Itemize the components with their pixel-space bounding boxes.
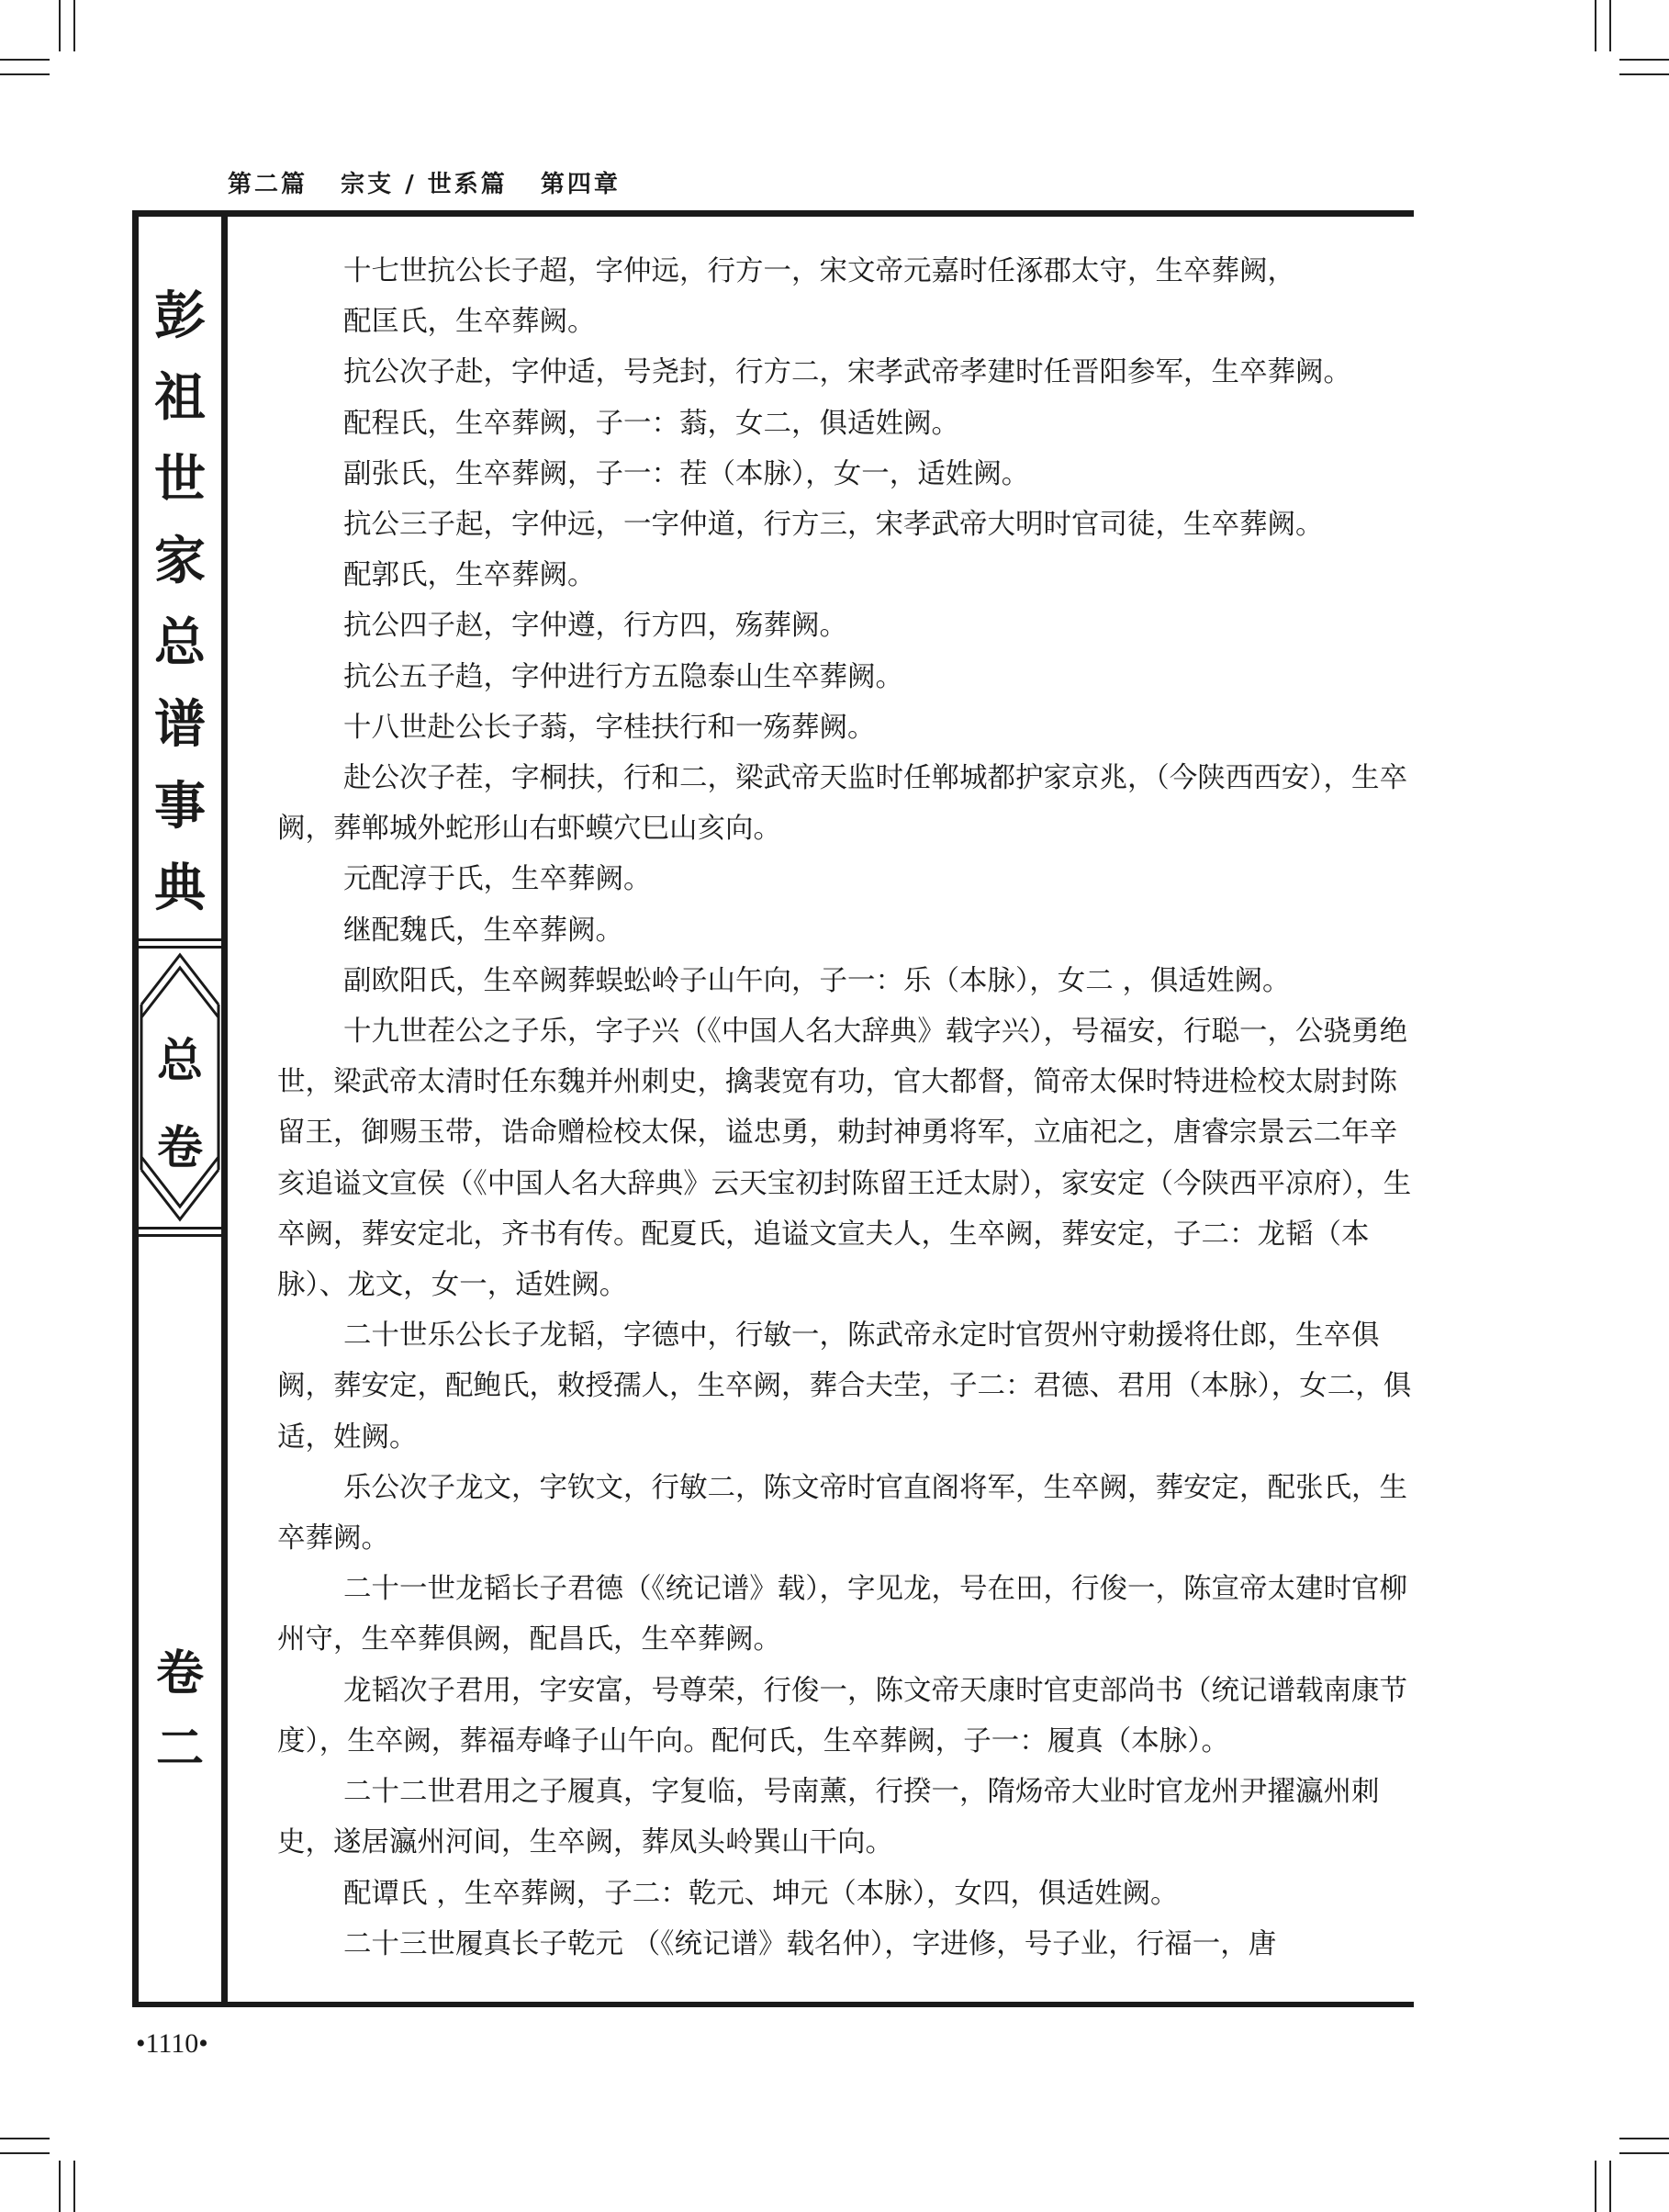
paragraph: 二十一世龙韬长子君德（《统记谱》载），字见龙，号在田，行俊一，陈宣帝太建时官柳州守，生卒葬俱阙，配昌氏，生卒葬阙。 [277, 1573, 1407, 1656]
paragraph: 乐公次子龙文，字钦文，行敏二，陈文帝时官直阁将军，生卒阙，葬安定，配张氏，生卒葬阙。 [277, 1471, 1407, 1555]
paragraph: 元配淳于氏，生卒葬阙。 [343, 863, 652, 896]
paragraph: 赴公次子茬，字桐扶，行和二，梁武帝天监时任郸城都护家京兆，（今陕西西安），生卒阙，葬郸城外蛇形山右虾蟆穴巳山亥向。 [277, 762, 1407, 846]
crop-mark [1619, 2152, 1669, 2154]
side-juan-char: 二 [155, 1722, 204, 1777]
frame-inner-line [221, 210, 228, 2007]
side-title-char: 彭 [154, 286, 206, 346]
paragraph: 配谭氏 ，生卒葬阙，子二：乾元、坤元（本脉），女四，俱适姓阙。 [343, 1877, 1179, 1910]
crop-mark [73, 2161, 75, 2212]
side-volume-char: 总 [157, 1034, 203, 1087]
paragraph: 十八世赴公长子蓊，字桂扶行和一殇葬阙。 [343, 711, 876, 744]
paragraph: 十九世茬公之子乐，字子兴（《中国人名大辞典》载字兴），号福安，行聪一，公骁勇绝世，梁武帝太清时任东魏并州刺史，擒裴宽有功，官大都督，简帝太保时特进检校太尉封陈留王，御赐玉带，诰命赠检校太保，谥忠勇，勅封神勇将军，立庙祀之，唐睿宗景云二年辛亥追谥文宣侯（《中国人名大辞典》云天宝初封陈留王迁太尉），家安定（今陕西平凉府），生卒阙，葬安定北，齐书有传。配夏氏，追谥文宣夫人，生卒阙，葬安定，子二：龙韬（本脉）、龙文，女一，适姓阙。 [277, 1016, 1412, 1302]
paragraph: 配程氏，生卒葬阙，子一：蓊，女二，俱适姓阙。 [343, 407, 959, 440]
crop-mark [0, 2138, 50, 2139]
body-text [277, 246, 1416, 1970]
crop-mark [1595, 2161, 1596, 2212]
side-title-char: 世 [154, 450, 206, 510]
side-book-title [139, 275, 221, 929]
paragraph: 副张氏，生卒葬阙，子一：茬（本脉），女一，适姓阙。 [343, 457, 1030, 490]
crop-mark [1619, 73, 1669, 75]
side-title-char: 总 [154, 613, 206, 673]
side-title-char: 事 [154, 777, 206, 837]
paragraph: 配郭氏，生卒葬阙。 [343, 559, 596, 592]
paragraph: 抗公次子赴，字仲适，号尧封，行方二，宋孝武帝孝建时任晋阳参军，生卒葬阙。 [343, 356, 1351, 389]
crop-mark [1609, 0, 1611, 51]
paragraph: 配匡氏，生卒葬阙。 [343, 306, 596, 339]
paragraph: 抗公四子赵，字仲遵，行方四，殇葬阙。 [343, 610, 847, 643]
crop-mark [59, 0, 61, 51]
paragraph: 抗公三子起，字仲远，一字仲道，行方三，宋孝武帝大明时官司徒，生卒葬阙。 [343, 509, 1324, 542]
side-band-line [139, 1227, 221, 1230]
paragraph: 二十三世履真长子乾元 （《统记谱》载名仲），字进修，号子业，行福一，唐 [343, 1927, 1277, 1960]
crop-mark [73, 0, 75, 51]
paragraph: 二十二世君用之子履真，字复临，号南薰，行揆一，隋炀帝大业时官龙州尹擢瀛州刺史，遂居瀛州河间，生卒阙，葬凤头岭巽山干向。 [277, 1776, 1380, 1859]
side-band-line [139, 946, 221, 949]
side-band-line [139, 1234, 221, 1237]
paragraph: 抗公五子趋，字仲进行方五隐泰山生卒葬阙。 [343, 660, 903, 693]
paragraph: 继配魏氏，生卒葬阙。 [343, 914, 623, 947]
paragraph: 副欧阳氏，生卒阙葬蜈蚣岭子山午向，子一：乐（本脉），女二 ，俱适姓阙。 [343, 964, 1291, 997]
side-juan-char: 卷 [155, 1646, 204, 1701]
side-juan-label [139, 1636, 221, 1787]
side-band-line [139, 938, 221, 941]
page-number: •1110• [136, 2028, 208, 2059]
frame-outer-line [132, 210, 139, 2007]
top-rule [136, 210, 1414, 217]
paragraph: 龙韬次子君用，字安富，号尊荣，行俊一，陈文帝天康时官吏部尚书（统记谱载南康节度），生卒阙，葬福寿峰子山午向。配何氏，生卒葬阙，子一：履真（本脉）。 [277, 1674, 1407, 1757]
paragraph: 十七世抗公长子超，字仲远，行方一，宋文帝元嘉时任涿郡太守，生卒葬阙， [343, 255, 1295, 287]
side-title-char: 谱 [154, 695, 206, 755]
side-title-char: 祖 [154, 368, 206, 428]
crop-mark [1619, 2138, 1669, 2139]
crop-mark [1619, 59, 1669, 61]
running-head: 第二篇 宗支 / 世系篇 第四章 [228, 171, 621, 198]
side-title-char: 典 [154, 859, 206, 918]
crop-mark [1595, 0, 1596, 51]
paragraph: 二十世乐公长子龙韬，字德中，行敏一，陈武帝永定时官贺州守勅援将仕郎，生卒俱阙，葬安定，配鲍氏，敕授孺人，生卒阙，葬合夫茔，子二：君德、君用（本脉），女二，俱适，姓阙。 [277, 1319, 1412, 1454]
crop-mark [59, 2161, 61, 2212]
crop-mark [0, 73, 50, 75]
side-volume-char: 卷 [157, 1121, 203, 1174]
bottom-rule [136, 2002, 1414, 2007]
crop-mark [0, 59, 50, 61]
side-title-char: 家 [154, 532, 206, 591]
crop-mark [0, 2152, 50, 2154]
crop-mark [1609, 2161, 1611, 2212]
